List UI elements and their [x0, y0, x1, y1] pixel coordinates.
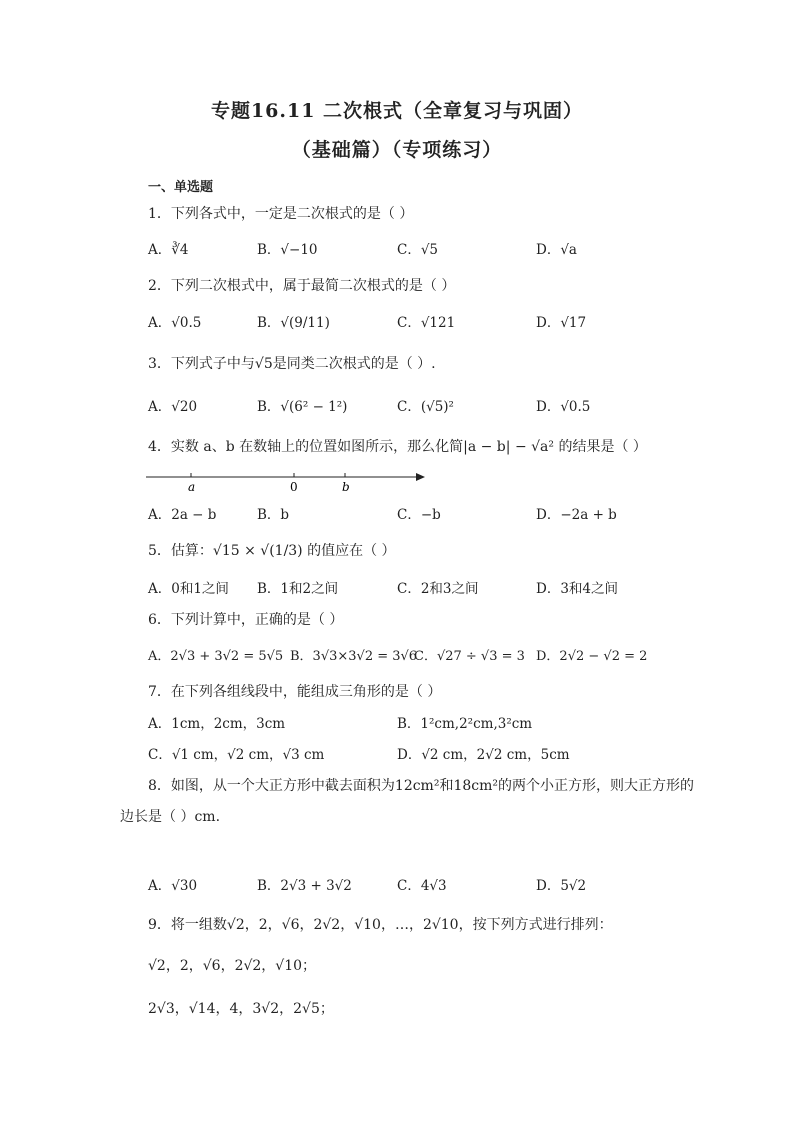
question-6-stem: 6．下列计算中，正确的是（ ）	[148, 612, 344, 628]
question-9-row-1: √2，2，√6，2√2，√10；	[148, 958, 317, 974]
question-2-stem: 2．下列二次根式中，属于最简二次根式的是（ ）	[148, 278, 456, 294]
question-4-option-b: B．b	[257, 507, 290, 523]
question-2-option-b: B．√(9/11)	[257, 315, 330, 331]
question-3-option-d: D．√0.5	[536, 399, 591, 415]
question-4-option-d: D．−2a + b	[536, 507, 617, 523]
question-7-option-a: A．1cm，2cm，3cm	[148, 716, 286, 732]
question-6-option-b: B．3√3×3√2 = 3√6	[290, 649, 418, 664]
question-9-row-2: 2√3，√14，4，3√2，2√5；	[148, 1001, 334, 1017]
question-8-stem: 8．如图，从一个大正方形中截去面积为12cm²和18cm²的两个小正方形，则大正方形的	[148, 778, 694, 794]
question-4-option-a: A．2a − b	[148, 507, 217, 523]
question-7-option-d: D．√2 cm，2√2 cm，5cm	[397, 747, 570, 763]
question-1-option-c: C．√5	[397, 242, 439, 258]
question-6-option-c: C．√27 ÷ √3 = 3	[414, 649, 525, 664]
question-3-option-a: A．√20	[148, 399, 198, 415]
question-1-option-d: D．√a	[536, 242, 577, 258]
question-1-option-a: A．∛4	[148, 242, 189, 258]
question-3-option-b: B．√(6² − 1²)	[257, 399, 348, 415]
question-9-stem: 9．将一组数√2，2，√6，2√2，√10，…，2√10，按下列方式进行排列：	[148, 917, 613, 933]
question-7-option-b: B．1²cm,2²cm,3²cm	[397, 716, 533, 732]
document-title: 专题16.11 二次根式（全章复习与巩固）	[210, 100, 584, 122]
number-line-label-a: a	[188, 480, 196, 494]
document-subtitle: （基础篇）（专项练习）	[291, 139, 503, 161]
question-4-option-c: C．−b	[397, 507, 441, 523]
question-5-stem: 5．估算：√15 × √(1/3) 的值应在（ ）	[148, 543, 396, 559]
section-heading: 一、单选题	[148, 180, 214, 195]
question-8-stem-continued: 边长是（ ）cm.	[120, 809, 221, 825]
question-4-stem: 4．实数 a、b 在数轴上的位置如图所示，那么化简|a − b| − √a² 的结果是（ ）	[148, 439, 647, 455]
question-8-option-d: D．5√2	[536, 878, 587, 894]
question-5-option-d: D．3和4之间	[536, 581, 619, 597]
question-6-option-d: D．2√2 − √2 = 2	[536, 649, 648, 664]
question-5-option-b: B．1和2之间	[257, 581, 339, 597]
question-1-stem: 1．下列各式中，一定是二次根式的是（ ）	[148, 206, 414, 222]
number-line-label-b: b	[342, 480, 350, 494]
question-6-option-a: A．2√3 + 3√2 = 5√5	[148, 649, 284, 664]
number-line-label-zero: 0	[290, 480, 298, 494]
question-2-option-d: D．√17	[536, 315, 587, 331]
number-line-figure	[146, 468, 426, 494]
question-8-option-c: C．4√3	[397, 878, 447, 894]
question-5-option-c: C．2和3之间	[397, 581, 479, 597]
question-2-option-a: A．√0.5	[148, 315, 202, 331]
question-3-stem: 3．下列式子中与√5是同类二次根式的是（ ）.	[148, 356, 436, 372]
question-1-option-b: B．√−10	[257, 242, 318, 258]
question-3-option-c: C．(√5)²	[397, 399, 454, 415]
question-5-option-a: A．0和1之间	[148, 581, 229, 597]
question-7-option-c: C．√1 cm，√2 cm，√3 cm	[148, 747, 325, 763]
question-2-option-c: C．√121	[397, 315, 456, 331]
question-7-stem: 7．在下列各组线段中，能组成三角形的是（ ）	[148, 684, 442, 700]
question-8-option-b: B．2√3 + 3√2	[257, 878, 352, 894]
question-8-option-a: A．√30	[148, 878, 198, 894]
